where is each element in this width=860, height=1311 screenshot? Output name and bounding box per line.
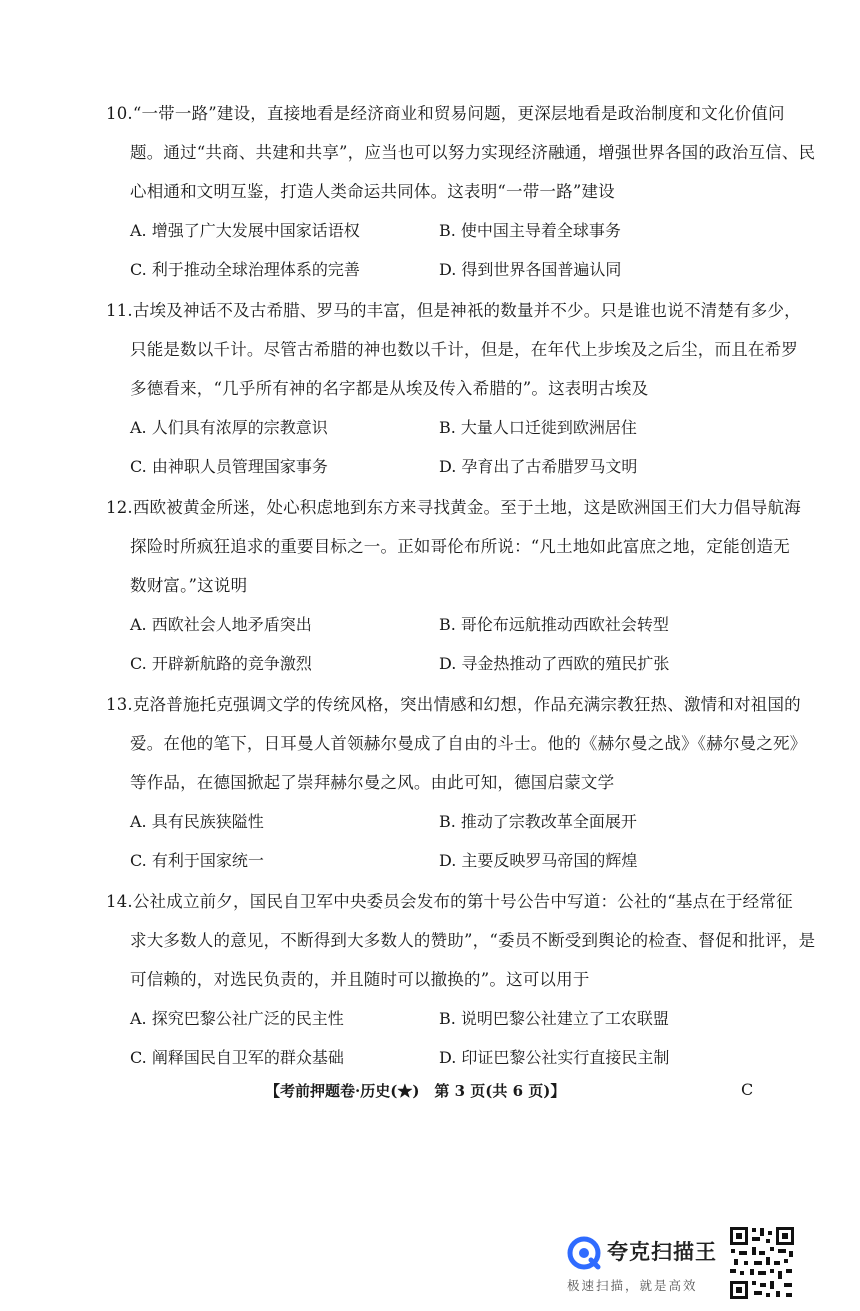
option-a: A. 具有民族狭隘性 <box>130 812 264 831</box>
question-stem-line: 探险时所疯狂追求的重要目标之一。正如哥伦布所说：“凡土地如此富庶之地，定能创造无 <box>130 537 790 556</box>
option-a: A. 探究巴黎公社广泛的民主性 <box>130 1009 344 1028</box>
question-stem-line: 13.克洛普施托克强调文学的传统风格，突出情感和幻想，作品充满宗教狂热、激情和对祖国的 <box>106 695 801 714</box>
option-d: D. 主要反映罗马帝国的辉煌 <box>439 851 638 870</box>
question-stem-line: 11.古埃及神话不及古希腊、罗马的丰富，但是神祇的数量并不少。只是谁也说不清楚有多少， <box>106 301 801 320</box>
option-a: A. 增强了广大发展中国家话语权 <box>130 221 360 240</box>
option-c: C. 利于推动全球治理体系的完善 <box>130 260 360 279</box>
option-d: D. 寻金热推动了西欧的殖民扩张 <box>439 654 670 673</box>
question-stem-line: 14.公社成立前夕，国民自卫军中央委员会发布的第十号公告中写道：公社的“基点在于经常征 <box>106 892 793 911</box>
option-d: D. 孕育出了古希腊罗马文明 <box>439 457 638 476</box>
option-b: B. 说明巴黎公社建立了工农联盟 <box>439 1009 669 1028</box>
options <box>106 802 786 882</box>
question-12 <box>106 488 801 685</box>
question-stem-line: 可信赖的，对选民负责的，并且随时可以撤换的”。这可以用于 <box>130 970 590 989</box>
options <box>106 211 786 291</box>
option-c: C. 阐释国民自卫军的群众基础 <box>130 1048 344 1067</box>
option-c: C. 开辟新航路的竞争激烈 <box>130 654 312 673</box>
question-11 <box>106 291 801 488</box>
option-c: C. 由神职人员管理国家事务 <box>130 457 328 476</box>
option-b: B. 推动了宗教改革全面展开 <box>439 812 637 831</box>
question-13 <box>106 685 807 882</box>
question-stem-line: 心相通和文明互鉴，打造人类命运共同体。这表明“一带一路”建设 <box>130 182 615 201</box>
qr-code-icon <box>728 1225 796 1301</box>
scanner-watermark <box>565 1228 725 1298</box>
option-d: D. 印证巴黎公社实行直接民主制 <box>439 1048 670 1067</box>
paper-version: C <box>741 1080 754 1099</box>
page-footer: 【考前押题卷·历史(★) 第 3 页(共 6 页)】 <box>265 1082 566 1100</box>
question-stem-line: 数财富。”这说明 <box>130 576 248 595</box>
question-10 <box>106 94 816 291</box>
question-stem-line: 12.西欧被黄金所迷，处心积虑地到东方来寻找黄金。至于土地，这是欧洲国王们大力倡导航海 <box>106 498 801 517</box>
option-b: B. 使中国主导着全球事务 <box>439 221 621 240</box>
question-stem-line: 多德看来，“几乎所有神的名字都是从埃及传入希腊的”。这表明古埃及 <box>130 379 649 398</box>
question-stem-line: 爱。在他的笔下，日耳曼人首领赫尔曼成了自由的斗士。他的《赫尔曼之战》《赫尔曼之死》 <box>130 734 807 753</box>
question-14 <box>106 882 816 1079</box>
options <box>106 605 786 685</box>
options <box>106 999 786 1079</box>
option-b: B. 大量人口迁徙到欧洲居住 <box>439 418 637 437</box>
question-stem-line: 10.“一带一路”建设，直接地看是经济商业和贸易问题，更深层地看是政治制度和文化价值问 <box>106 104 785 123</box>
question-stem-line: 题。通过“共商、共建和共享”，应当也可以努力实现经济融通，增强世界各国的政治互信、民 <box>130 143 816 162</box>
option-a: A. 西欧社会人地矛盾突出 <box>130 615 312 634</box>
scanner-brand-name: 夸克扫描王 <box>607 1240 717 1264</box>
quark-logo-icon <box>567 1236 601 1270</box>
options <box>106 408 786 488</box>
scanner-slogan: 极速扫描，就是高效 <box>567 1278 698 1293</box>
option-c: C. 有利于国家统一 <box>130 851 264 870</box>
option-b: B. 哥伦布远航推动西欧社会转型 <box>439 615 669 634</box>
option-d: D. 得到世界各国普遍认同 <box>439 260 622 279</box>
question-stem-line: 只能是数以千计。尽管古希腊的神也数以千计，但是，在年代上步埃及之后尘，而且在希罗 <box>130 340 798 359</box>
option-a: A. 人们具有浓厚的宗教意识 <box>130 418 328 437</box>
question-stem-line: 等作品，在德国掀起了崇拜赫尔曼之风。由此可知，德国启蒙文学 <box>130 773 615 792</box>
question-stem-line: 求大多数人的意见，不断得到大多数人的赞助”，“委员不断受到舆论的检查、督促和批评，是 <box>130 931 816 950</box>
